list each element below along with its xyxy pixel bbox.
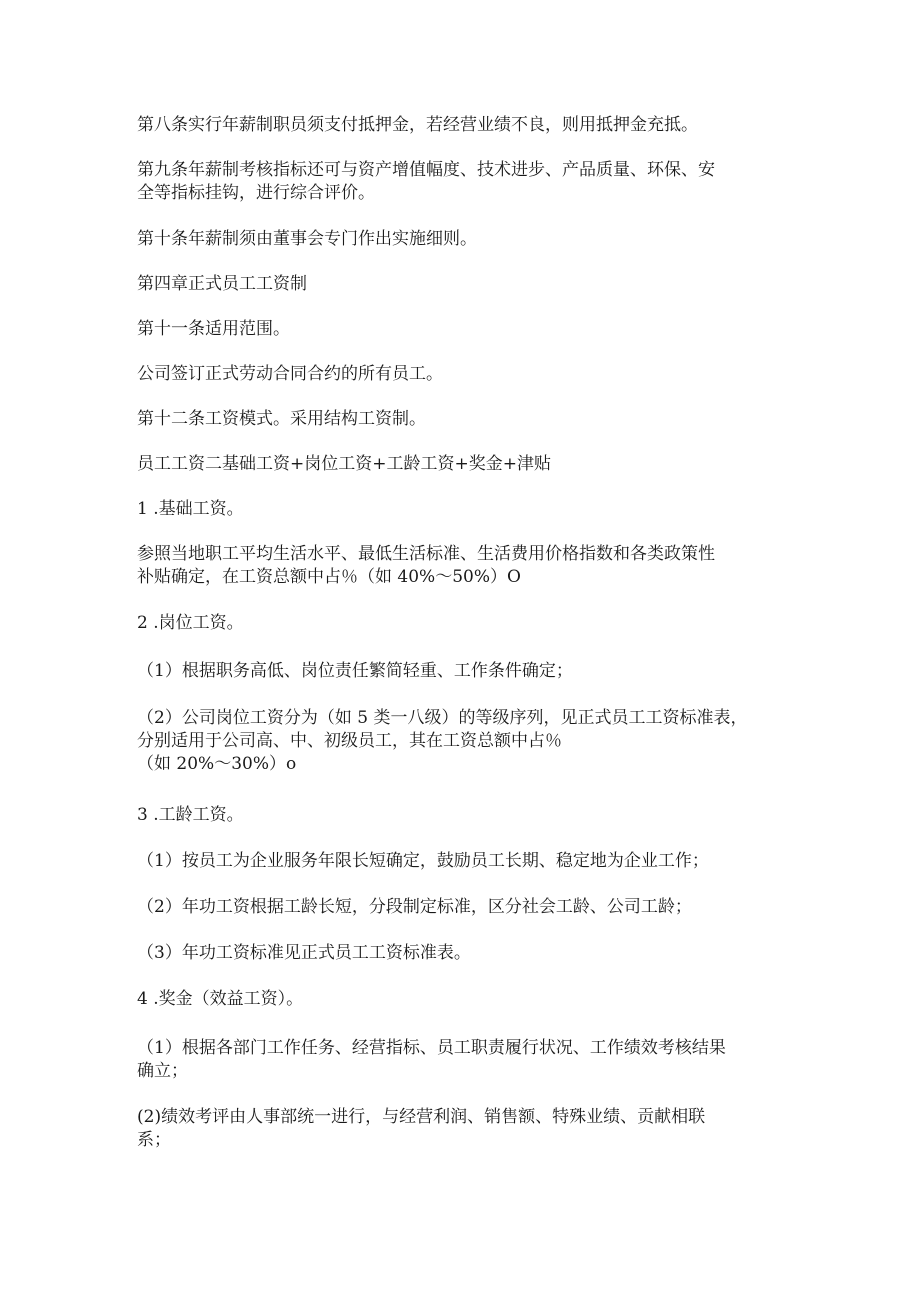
paragraph-seniority-2 [137, 896, 797, 919]
paragraph-base-wage [137, 543, 797, 589]
paragraph-bonus-2 [137, 1106, 797, 1152]
text-line: （3）年功工资标准见正式员工工资标准表。 [137, 943, 471, 963]
text-line: 全等指标挂钩，进行综合评价。 [137, 183, 375, 203]
paragraph-article-11 [137, 318, 797, 341]
paragraph-scope [137, 363, 797, 386]
text-line: 第十一条适用范围。 [137, 319, 290, 339]
text-line: (2)绩效考评由人事部统一进行，与经营利润、销售额、特殊业绩、贡献相联 [137, 1107, 706, 1127]
text-line: 公司签订正式劳动合同合约的所有员工。 [137, 364, 443, 384]
text-line: 分别适用于公司高、中、初级员工，其在工资总额中占％ [137, 731, 562, 751]
chapter-heading [137, 273, 797, 296]
paragraph-wage-formula [137, 453, 797, 476]
text-line: 4 .奖金（效益工资）。 [137, 989, 304, 1009]
paragraph-article-12 [137, 408, 797, 431]
text-line: 第四章正式员工工资制 [137, 274, 307, 294]
text-line: （1）根据各部门工作任务、经营指标、员工职责履行状况、工作绩效考核结果 [137, 1038, 726, 1058]
text-line: （2）年功工资根据工龄长短，分段制定标准，区分社会工龄、公司工龄； [137, 897, 692, 917]
paragraph-post-wage-1 [137, 660, 797, 683]
paragraph-article-8 [137, 114, 797, 137]
paragraph-seniority-1 [137, 850, 797, 873]
text-line: 第九条年薪制考核指标还可与资产增值幅度、技术进步、产品质量、环保、安 [137, 160, 715, 180]
section-heading-seniority-wage [137, 804, 797, 827]
text-line: 第八条实行年薪制职员须支付抵押金，若经营业绩不良，则用抵押金充抵。 [137, 115, 698, 135]
text-line: 系； [137, 1130, 171, 1150]
text-line: 3 .工龄工资。 [137, 805, 244, 825]
section-heading-post-wage [137, 612, 797, 635]
paragraph-article-9 [137, 159, 797, 205]
paragraph-article-10 [137, 228, 797, 251]
text-line: 2 .岗位工资。 [137, 613, 244, 633]
paragraph-seniority-3 [137, 942, 797, 965]
section-heading-base-wage [137, 498, 797, 521]
text-line: 参照当地职工平均生活水平、最低生活标准、生活费用价格指数和各类政策性 [137, 544, 715, 564]
text-line: （1）按员工为企业服务年限长短确定，鼓励员工长期、稳定地为企业工作； [137, 851, 709, 871]
text-line: 第十条年薪制须由董事会专门作出实施细则。 [137, 229, 477, 249]
paragraph-post-wage-2 [137, 707, 797, 776]
text-line: （1）根据职务高低、岗位责任繁简轻重、工作条件确定； [137, 661, 573, 681]
text-line: 确立； [137, 1061, 188, 1081]
paragraph-bonus-1 [137, 1037, 797, 1083]
text-line: 员工工资二基础工资+岗位工资+工龄工资+奖金+津贴 [137, 454, 551, 474]
text-line: 第十二条工资模式。采用结构工资制。 [137, 409, 426, 429]
text-line: （如 20%～30%）o [137, 754, 297, 774]
text-line: 补贴确定，在工资总额中占％（如 40%～50%）O [137, 567, 521, 587]
text-line: 1 .基础工资。 [137, 499, 244, 519]
section-heading-bonus [137, 988, 797, 1011]
text-line: （2）公司岗位工资分为（如 5 类一八级）的等级序列，见正式员工工资标准表， [137, 708, 748, 728]
